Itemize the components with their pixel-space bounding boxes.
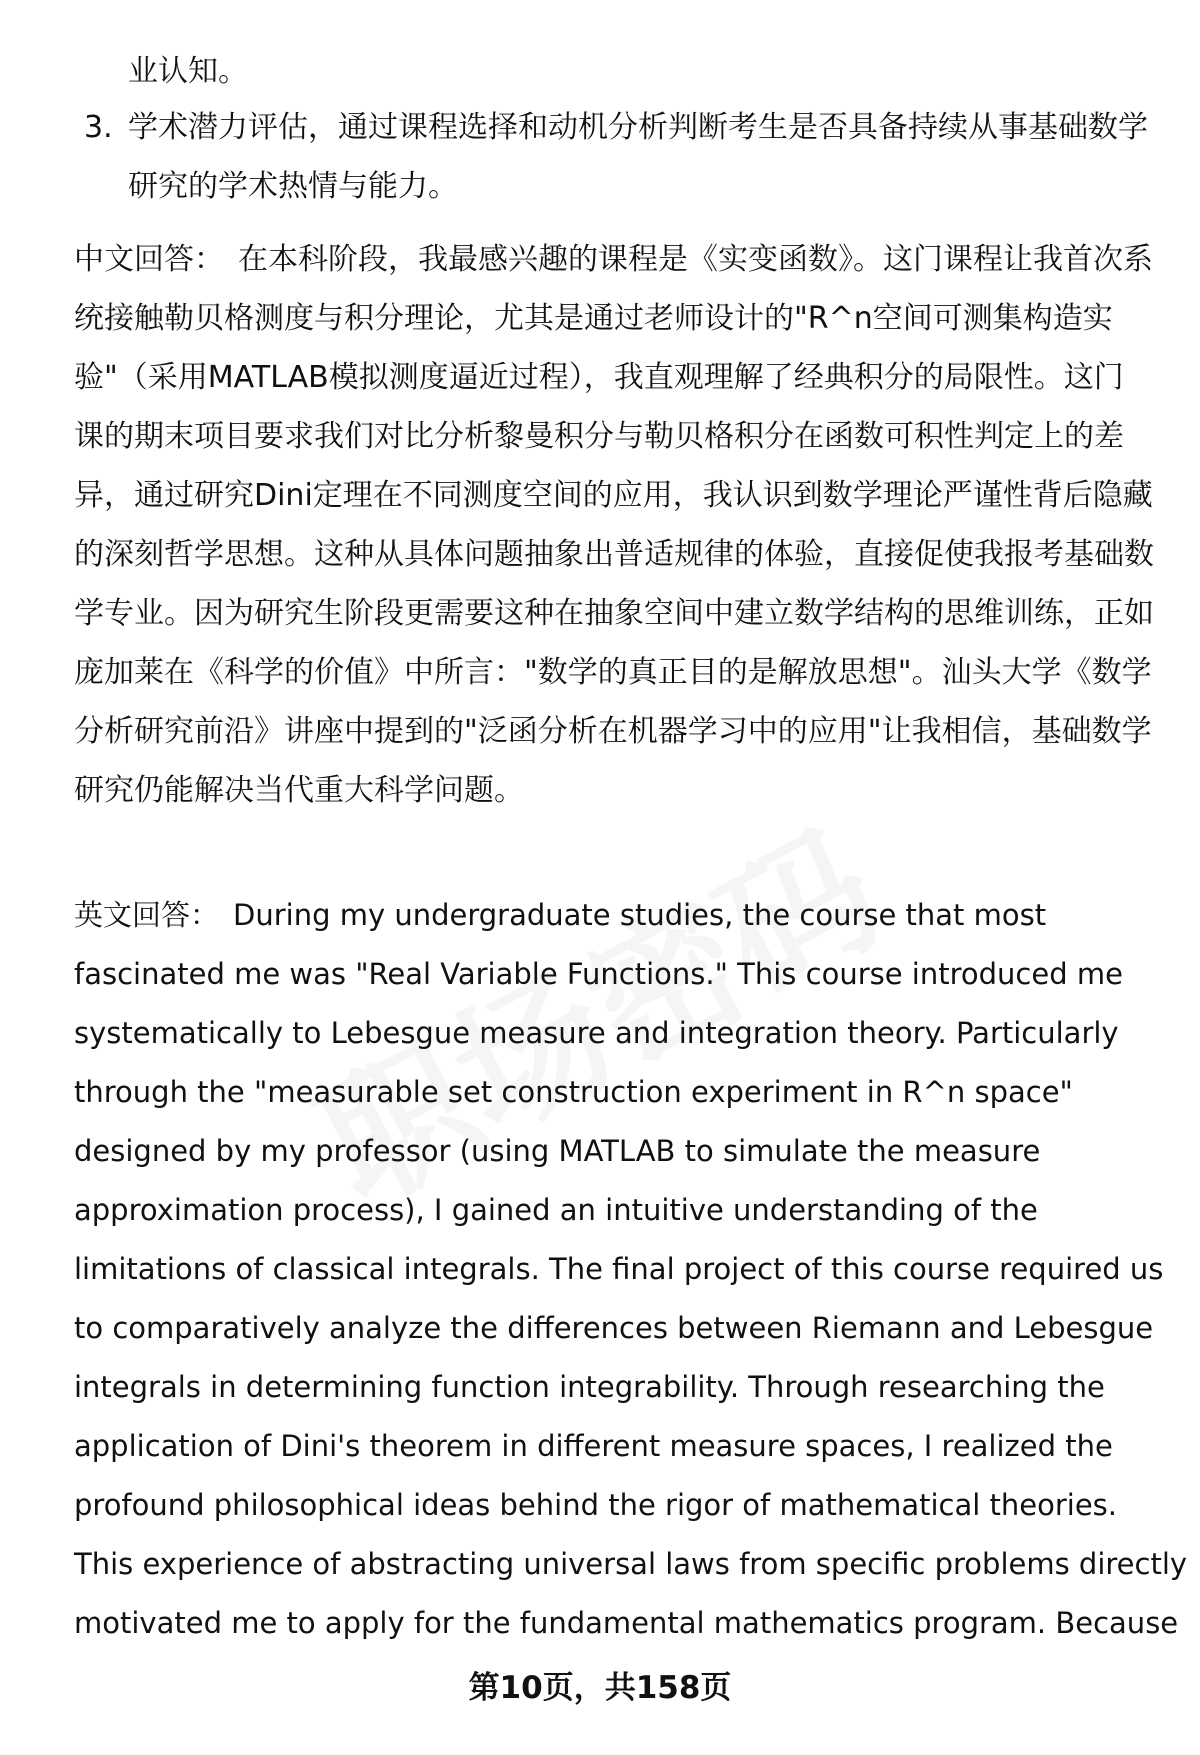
text-line: 验"（采用MATLAB模拟测度逼近过程），我直观理解了经典积分的局限性。这门 — [74, 360, 1124, 395]
text-line: 分析研究前沿》讲座中提到的"泛函分析在机器学习中的应用"让我相信，基础数学 — [74, 714, 1152, 749]
text-line: systematically to Lebesgue measure and integration theory. Particularly — [74, 1016, 1119, 1050]
english-answer-label: 英文回答： — [74, 898, 220, 932]
text-line-content: 在本科阶段，我最感兴趣的课程是《实变函数》。这门课程让我首次系 — [238, 242, 1153, 277]
text-line: limitations of classical integrals. The final project of this course required us — [74, 1252, 1164, 1286]
text-line: profound philosophical ideas behind the rigor of mathematical theories. — [74, 1488, 1117, 1522]
text-line: motivated me to apply for the fundamental mathematics program. Because — [74, 1606, 1179, 1640]
chinese-answer-label: 中文回答： — [74, 242, 224, 277]
list-item-number: 3. — [84, 110, 113, 145]
text-line — [74, 230, 1164, 289]
list-item-text: 业认知。 — [128, 54, 248, 89]
text-line: to comparatively analyze the differences between Riemann and Lebesgue — [74, 1311, 1154, 1345]
list-item-text — [128, 98, 1148, 216]
text-line: designed by my professor (using MATLAB to simulate the measure — [74, 1134, 1041, 1168]
text-line-content: During my undergraduate studies, the course that most — [233, 898, 1047, 932]
text-line: 学专业。因为研究生阶段更需要这种在抽象空间中建立数学结构的思维训练，正如 — [74, 596, 1154, 631]
text-line: 庞加莱在《科学的价值》中所言："数学的真正目的是解放思想"。汕头大学《数学 — [74, 655, 1152, 690]
text-line: 学术潜力评估，通过课程选择和动机分析判断考生是否具备持续从事基础数学 — [128, 110, 1148, 145]
english-answer — [74, 886, 1188, 1653]
text-line: 研究的学术热情与能力。 — [128, 169, 458, 204]
text-line: 的深刻哲学思想。这种从具体问题抽象出普适规律的体验，直接促使我报考基础数 — [74, 537, 1154, 572]
text-line: This experience of abstracting universal laws from specific problems directly — [74, 1547, 1188, 1581]
text-line: application of Dini's theorem in different measure spaces, I realized the — [74, 1429, 1113, 1463]
text-line: 研究仍能解决当代重大科学问题。 — [74, 773, 524, 808]
text-line: through the "measurable set construction experiment in R^n space" — [74, 1075, 1073, 1109]
chinese-answer — [74, 230, 1164, 820]
text-line: integrals in determining function integrability. Through researching the — [74, 1370, 1105, 1404]
text-line: 课的期末项目要求我们对比分析黎曼积分与勒贝格积分在函数可积性判定上的差 — [74, 419, 1124, 454]
text-line: approximation process), I gained an intuitive understanding of the — [74, 1193, 1038, 1227]
text-line — [74, 886, 1164, 945]
text-line: 统接触勒贝格测度与积分理论，尤其是通过老师设计的"R^n空间可测集构造实 — [74, 301, 1113, 336]
text-line: 异，通过研究Dini定理在不同测度空间的应用，我认识到数学理论严谨性背后隐藏 — [74, 478, 1153, 513]
page-number: 第10页，共158页 — [468, 1670, 732, 1706]
text-line: fascinated me was "Real Variable Functions." This course introduced me — [74, 957, 1123, 991]
